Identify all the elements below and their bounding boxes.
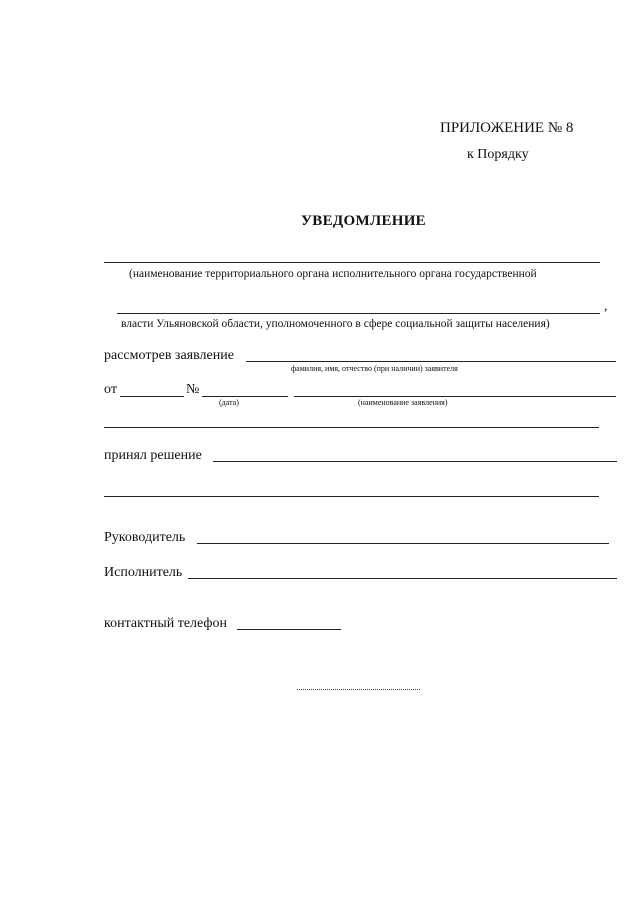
application-name-caption: (наименование заявления) [358, 398, 448, 407]
order-reference: к Порядку [467, 147, 529, 162]
authority-name-field-2[interactable] [117, 313, 600, 314]
phone-field[interactable] [237, 629, 341, 630]
date-caption: (дата) [219, 398, 239, 407]
application-name-field[interactable] [294, 396, 616, 397]
appendix-number: ПРИЛОЖЕНИЕ № 8 [440, 120, 574, 136]
application-name-continued-field[interactable] [104, 427, 599, 428]
executor-label: Исполнитель [104, 565, 183, 580]
phone-label: контактный телефон [104, 616, 227, 631]
page-title: УВЕДОМЛЕНИЕ [301, 213, 426, 229]
bottom-divider [297, 689, 420, 690]
authority-caption-line2: власти Ульяновской области, уполномоченного в сфере социальной защиты населения) [121, 318, 550, 330]
applicant-caption: фамилия, имя, отчество (при наличии) заявителя [291, 364, 458, 373]
authority-caption-line1: (наименование территориального органа исполнительного органа государственной [129, 268, 537, 280]
decision-label: принял решение [104, 448, 202, 463]
head-label: Руководитель [104, 530, 186, 545]
decision-continued-field[interactable] [104, 496, 599, 497]
number-label: № [186, 382, 200, 397]
authority-name-field[interactable] [104, 262, 600, 263]
date-field[interactable] [120, 396, 184, 397]
decision-field[interactable] [213, 461, 617, 462]
comma-mark: , [604, 299, 608, 314]
executor-signature-field[interactable] [188, 578, 617, 579]
from-label: от [104, 382, 117, 397]
applicant-name-field[interactable] [246, 361, 616, 362]
application-label: рассмотрев заявление [104, 348, 234, 363]
head-signature-field[interactable] [197, 543, 609, 544]
number-field[interactable] [202, 396, 288, 397]
